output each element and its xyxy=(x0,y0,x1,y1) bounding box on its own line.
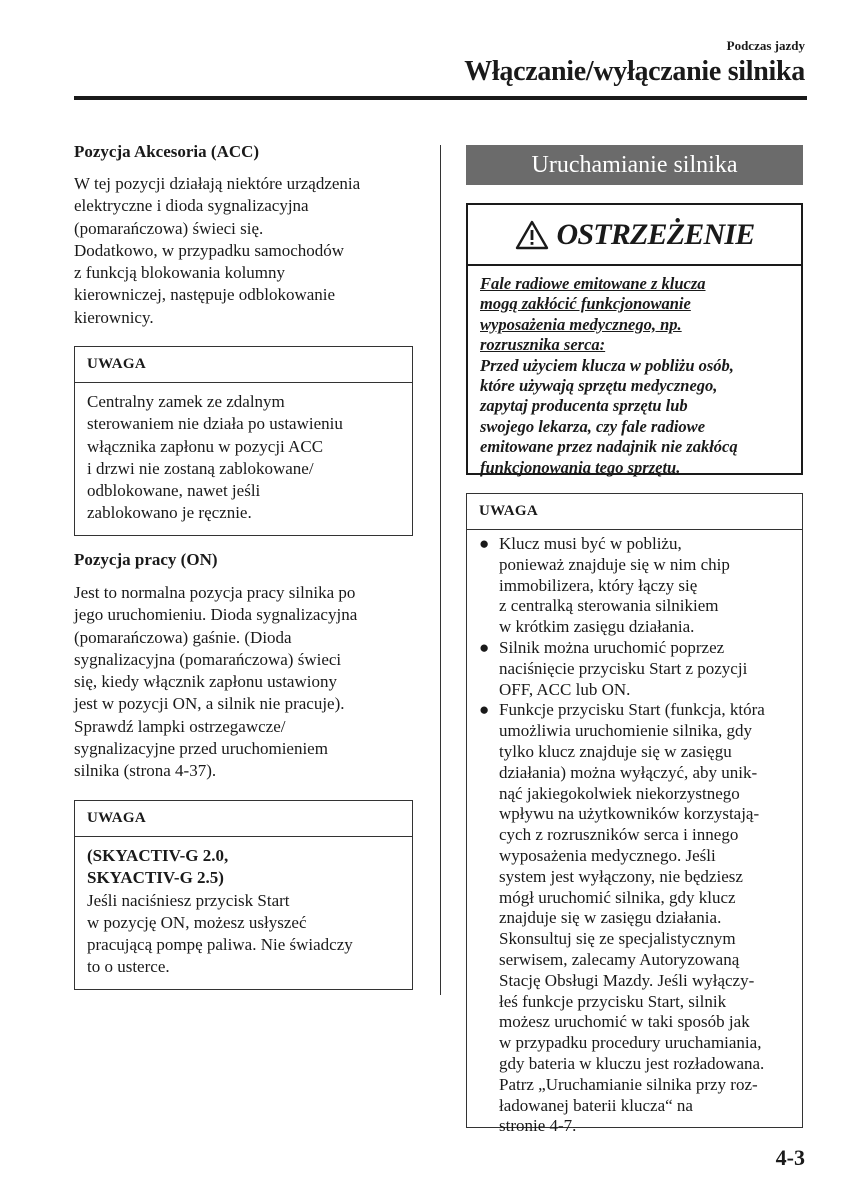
warning-label: OSTRZEŻENIE xyxy=(556,217,755,251)
warning-underlined-text: Fale radiowe emitowane z klucza mogą zakłócić funkcjonowanie wyposażenia medycznego, np. rozrusznika serca: xyxy=(480,274,706,355)
on-heading: Pozycja pracy (ON) xyxy=(74,550,218,569)
warning-header xyxy=(468,205,801,266)
bullet-icon: ● xyxy=(479,700,490,720)
note-text: Jeśli naciśniesz przycisk Start w pozycję ON, możesz usłyszeć pracującą pompę paliwa. Nie świadczy to o usterce. xyxy=(87,890,353,977)
list-item-text: Klucz musi być w pobliżu, ponieważ znajduje się w nim chip immobilizera, który łączy się z centralką sterowania silnikiem w krótkim zasięgu działania. xyxy=(499,534,730,637)
note-label: UWAGA xyxy=(467,494,802,530)
bullet-icon: ● xyxy=(479,534,490,553)
acc-text: W tej pozycji działają niektóre urządzenia elektryczne i dioda sygnalizacyjna (pomarańczowa) świeci się. Dodatkowo, w przypadku samochodów z funkcją blokowania kolumny kierowniczej, następuje odblokowanie kierownicy. xyxy=(74,174,361,327)
page-title: Włączanie/wyłączanie silnika xyxy=(464,56,805,87)
section-label: Podczas jazdy xyxy=(726,38,805,53)
note-box-skyactiv xyxy=(74,800,413,990)
warning-text: Przed użyciem klucza w pobliżu osób, które używają sprzętu medycznego, zapytaj producenta sprzętu lub swojego lekarza, czy fale radiowe emitowane przez nadajnik nie zakłócą funkcjonowania tego sprzętu. xyxy=(480,355,738,477)
note-box-acc xyxy=(74,346,413,536)
bullet-icon: ● xyxy=(479,637,490,657)
note-bullet-list xyxy=(467,530,802,1137)
column-divider xyxy=(440,145,441,995)
warning-box xyxy=(466,203,803,475)
note-bold-text: (SKYACTIV-G 2.0, SKYACTIV-G 2.5) xyxy=(87,846,229,888)
list-item xyxy=(477,700,792,1137)
on-text: Jest to normalna pozycja pracy silnika po jego uruchomieniu. Dioda sygnalizacyjna (pomarańczowa) gaśnie. (Dioda sygnalizacyjna (pomarańczowa) świeci się, kiedy włącznik zapłonu ustawiony jest w pozycji ON, a silnik nie pracuje). Sprawdź lampki ostrzegawcze/ sygnalizacyjne przed uruchomieniem silnika (strona 4-37). xyxy=(74,583,358,781)
list-item xyxy=(477,638,792,700)
list-item xyxy=(477,534,792,638)
warning-triangle-icon xyxy=(515,220,549,250)
note-label: UWAGA xyxy=(75,801,412,837)
list-item-text: Silnik można uruchomić poprzez naciśnięcie przycisku Start z pozycji OFF, ACC lub ON. xyxy=(499,637,748,699)
acc-heading: Pozycja Akcesoria (ACC) xyxy=(74,142,260,161)
note-box-start xyxy=(466,493,803,1136)
title-divider xyxy=(74,96,807,100)
list-item-text: Funkcje przycisku Start (funkcja, która umożliwia uruchomienie silnika, gdy tylko klucz znajduje się w zasięgu działania) można wyłączyć, aby unik- nąć jakiegokolwiek niekorzystnego wpływu na użytkowników korzystają- cych z rozruszników serca i innego wyposażenia medycznego. Jeśli system jest wyłączony, nie będziesz mógł uruchomić silnika, gdy klucz znajduje się w zasięgu działania. Skonsultuj się ze specjalistycznym serwisem, zalecamy Autoryzowaną Stację Obsługi Mazdy. Jeśli wyłączy- łeś funkcje przycisku Start, silnik możesz uruchomić w taki sposób jak w przypadku procedury uruchamiania, gdy bateria w kluczu jest rozładowana. Patrz „Uruchamianie silnika przy roz- ładowanej baterii klucza“ na stronie 4-7. xyxy=(499,700,765,1136)
note-text: Centralny zamek ze zdalnym sterowaniem nie działa po ustawieniu włącznika zapłonu w pozycji ACC i drzwi nie zostaną zablokowane/ odblokowane, nawet jeśli zablokowano je ręcznie. xyxy=(87,392,343,523)
section-heading: Uruchamianie silnika xyxy=(466,145,803,185)
note-label: UWAGA xyxy=(75,347,412,383)
page-number: 4-3 xyxy=(775,1145,805,1170)
